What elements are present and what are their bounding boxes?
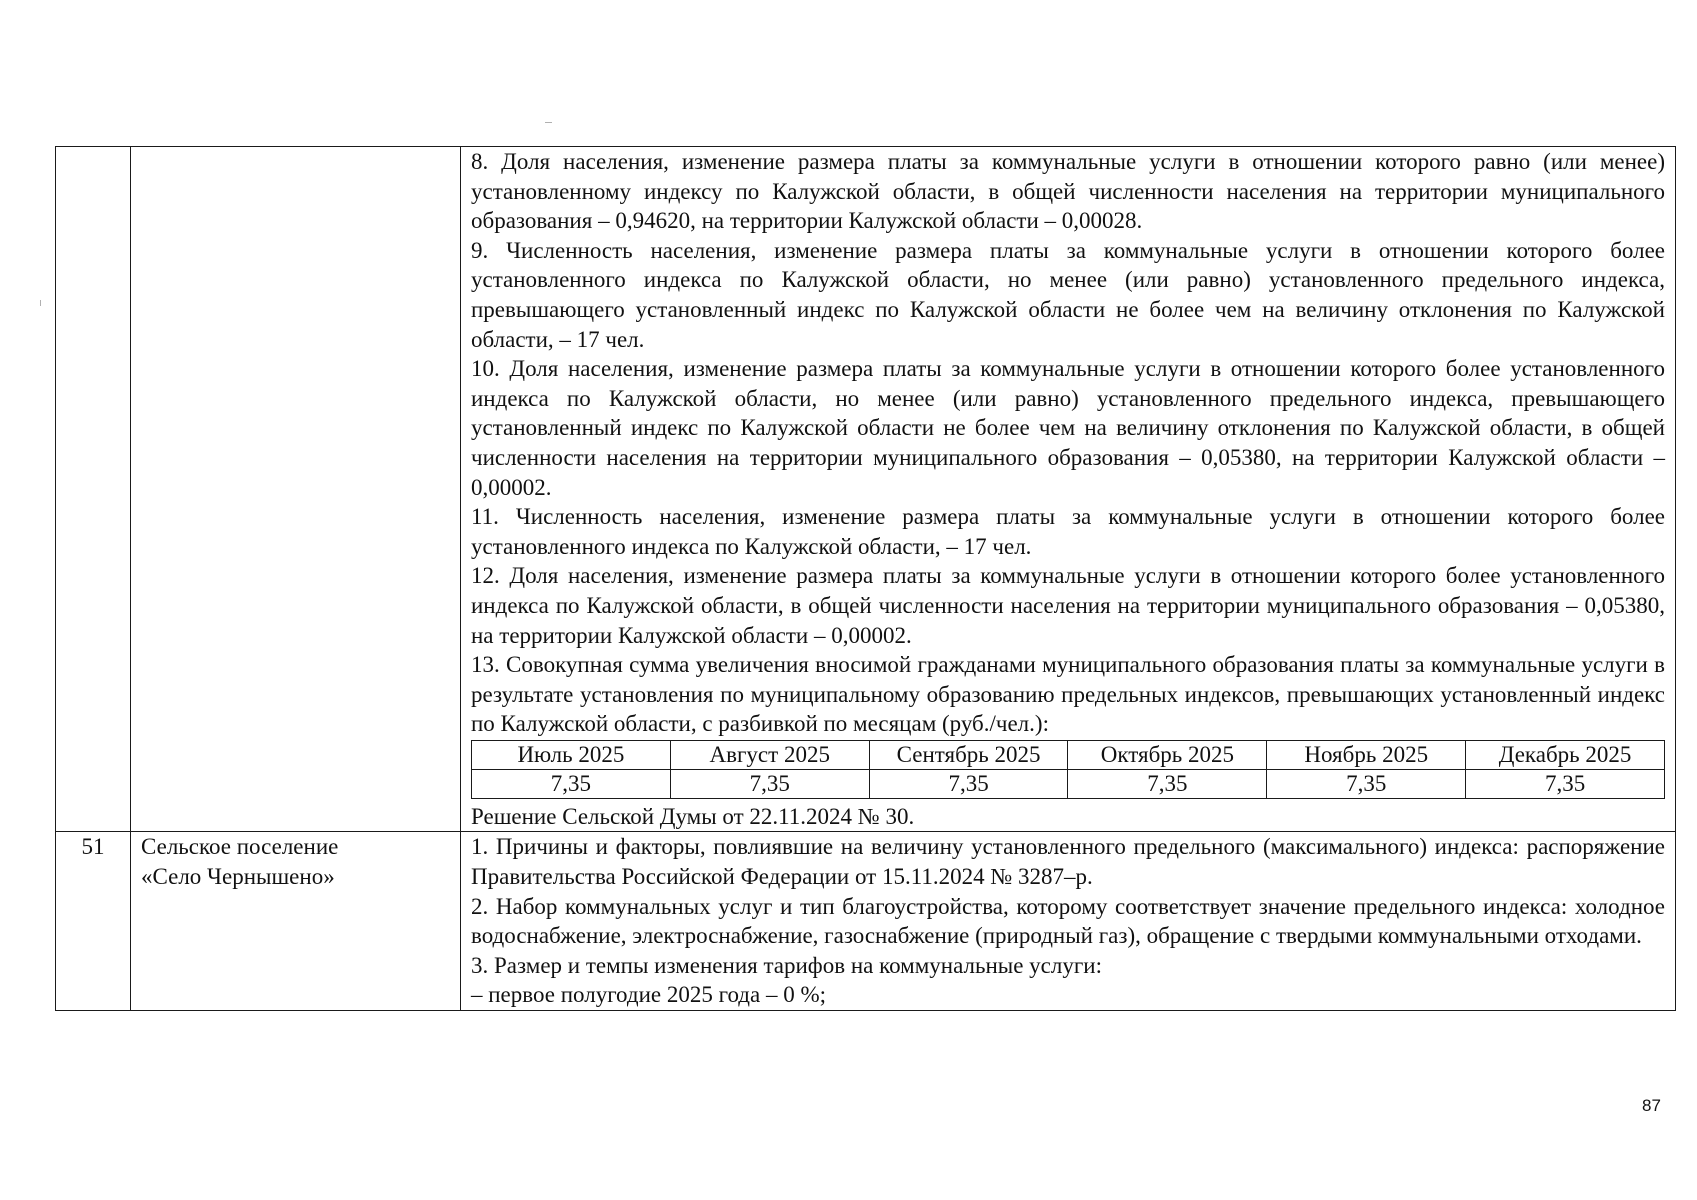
municipality-name-cell bbox=[131, 147, 461, 832]
row-number-cell bbox=[56, 147, 131, 832]
month-value: 7,35 bbox=[1068, 769, 1267, 798]
paragraph-8: 8. Доля населения, изменение размера платы за коммунальные услуги в отношении которого равно (или менее) установленному индексу по Калужской области, в общей численности населения на территории муниципального образования – 0,94620, на территории Калужской области – 0,00028. bbox=[471, 149, 1665, 234]
paragraph-10: 10. Доля населения, изменение размера платы за коммунальные услуги в отношении которого более установленного индекса по Калужской области, но менее (или равно) установленного предельного индекса, превышающего установленный индекс по Калужской области не более чем на величину отклонения по Калужской области, в общей численности населения на территории муниципального образования – 0,05380, на территории Калужской области – 0,00002. bbox=[471, 356, 1665, 500]
paragraph-13: 13. Совокупная сумма увеличения вносимой гражданами муниципального образования платы за коммунальные услуги в результате установления по муниципальному образованию предельных индексов, превышающих установленный индекс по Калужской области, с разбивкой по месяцам (руб./чел.): bbox=[471, 652, 1665, 737]
month-header: Декабрь 2025 bbox=[1466, 740, 1665, 769]
page-number: 87 bbox=[1642, 1096, 1661, 1115]
month-header: Июль 2025 bbox=[472, 740, 671, 769]
month-value: 7,35 bbox=[472, 769, 671, 798]
scan-mark-left bbox=[40, 300, 41, 306]
paragraph-12: 12. Доля населения, изменение размера платы за коммунальные услуги в отношении которого более установленного индекса по Калужской области, в общей численности населения на территории муниципального образования – 0,05380, на территории Калужской области – 0,00002. bbox=[471, 563, 1665, 648]
month-header: Август 2025 bbox=[670, 740, 869, 769]
monthly-amount-table bbox=[471, 740, 1665, 799]
month-value-row bbox=[472, 769, 1665, 798]
municipality-name-line: Сельское поселение bbox=[141, 834, 339, 860]
table-row bbox=[56, 147, 1676, 832]
row-content-cell bbox=[461, 832, 1676, 1011]
decision-reference: Решение Сельской Думы от 22.11.2024 № 30. bbox=[471, 803, 915, 829]
row-number-cell bbox=[56, 832, 131, 1011]
paragraph-11: 11. Численность населения, изменение размера платы за коммунальные услуги в отношении которого более установленного индекса по Калужской области, – 17 чел. bbox=[471, 504, 1665, 559]
month-header: Ноябрь 2025 bbox=[1267, 740, 1466, 769]
paragraph-2: 2. Набор коммунальных услуг и тип благоустройства, которому соответствует значение предельного индекса: холодное водоснабжение, электроснабжение, газоснабжение (природный газ), обращение с твердыми коммунальными отходами. bbox=[471, 893, 1665, 949]
month-header: Октябрь 2025 bbox=[1068, 740, 1267, 769]
municipality-name-cell bbox=[131, 832, 461, 1011]
month-value: 7,35 bbox=[869, 769, 1068, 798]
row-content-cell bbox=[461, 147, 1676, 832]
month-header: Сентябрь 2025 bbox=[869, 740, 1068, 769]
table-row bbox=[56, 832, 1676, 1011]
paragraph-1: 1. Причины и факторы, повлиявшие на величину установленного предельного (максимального) индекса: распоряжение Правительства Российской Федерации от 15.11.2024 № 3287–р. bbox=[471, 834, 1665, 890]
month-value: 7,35 bbox=[670, 769, 869, 798]
row-number: 51 bbox=[81, 834, 105, 860]
month-value: 7,35 bbox=[1267, 769, 1466, 798]
month-header-row bbox=[472, 740, 1665, 769]
paragraph-9: 9. Численность населения, изменение размера платы за коммунальные услуги в отношении которого более установленного индекса по Калужской области, но менее (или равно) установленного предельного индекса, превышающего установленный индекс по Калужской области не более чем на величину отклонения по Калужской области, – 17 чел. bbox=[471, 237, 1665, 352]
paragraph-3-item: – первое полугодие 2025 года – 0 %; bbox=[471, 982, 827, 1008]
paragraph-3: 3. Размер и темпы изменения тарифов на коммунальные услуги: bbox=[471, 952, 1102, 978]
document-table bbox=[55, 146, 1676, 1011]
municipality-name-line: «Село Чернышено» bbox=[141, 864, 335, 890]
month-value: 7,35 bbox=[1466, 769, 1665, 798]
scan-mark-top bbox=[545, 122, 552, 123]
